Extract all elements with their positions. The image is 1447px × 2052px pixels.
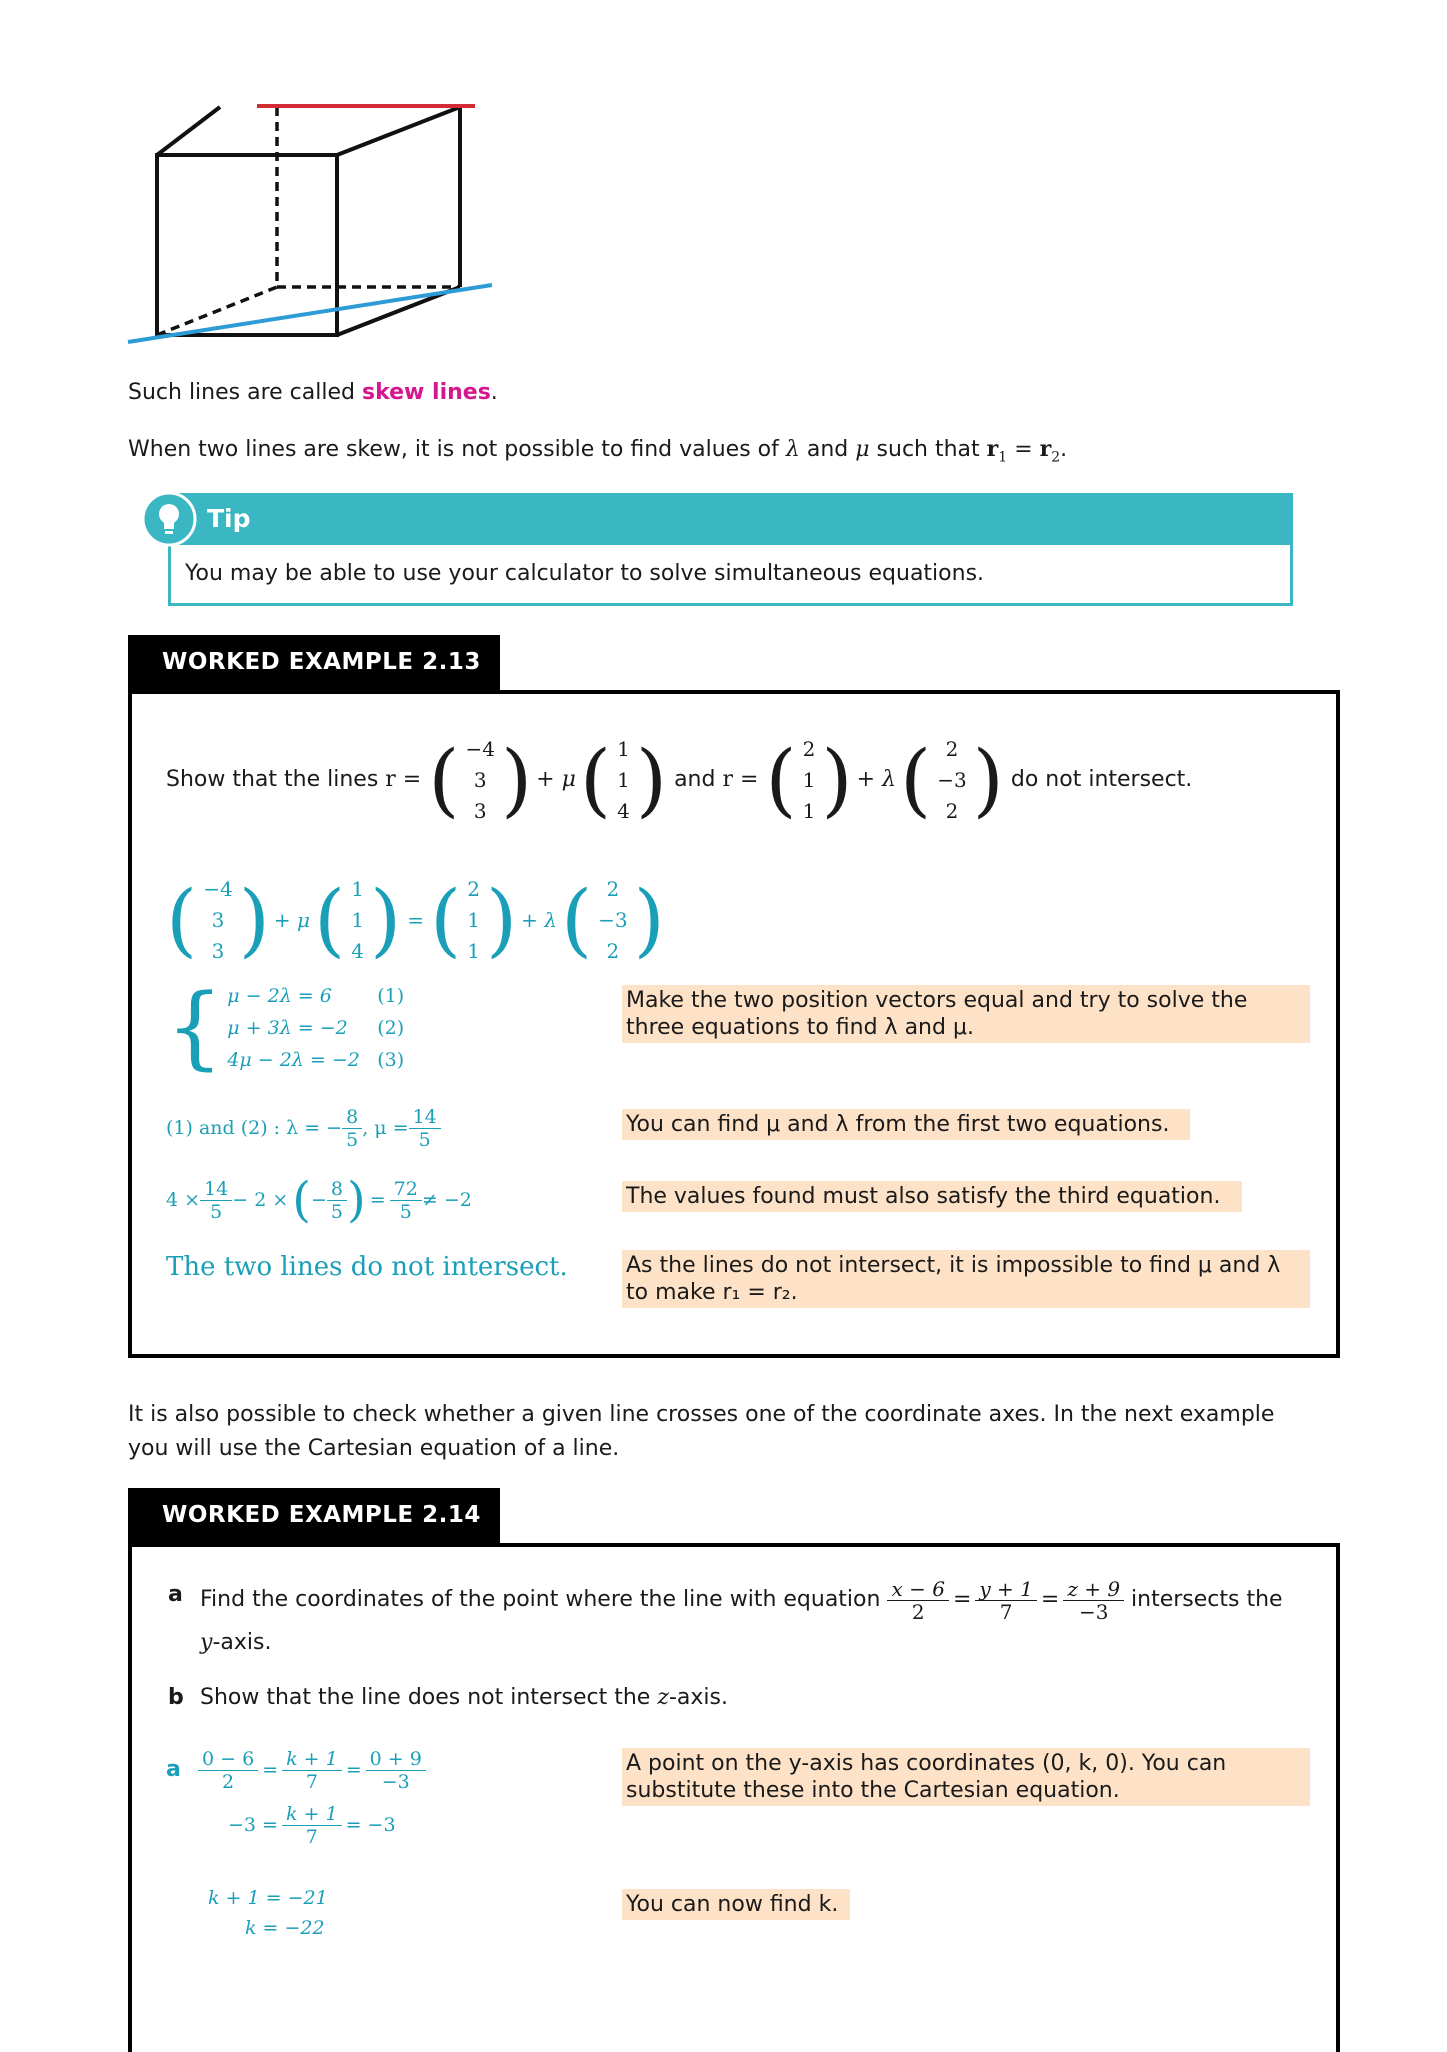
vec-entry: 3 — [473, 767, 487, 792]
equation-3: 4μ − 2λ = −2 — [227, 1049, 360, 1071]
equation-1-tag: (1) — [377, 985, 405, 1007]
result-num: 72 — [390, 1178, 422, 1201]
period: . — [1060, 437, 1068, 462]
vec-entry: 4 — [617, 798, 630, 823]
r1-vector: r — [986, 436, 999, 462]
tip-header — [165, 493, 1293, 545]
tip-box — [165, 493, 1293, 611]
line2-direction-vector: ( 2 −3 2 ) — [899, 733, 1004, 826]
s2-den: 7 — [305, 1825, 318, 1848]
r2-subscript: 2 — [1051, 449, 1061, 466]
z-axis-var: z — [657, 1685, 669, 1710]
s1-b-den: 7 — [305, 1770, 318, 1793]
vec-entry: 1 — [351, 876, 364, 901]
solution-a-step1 — [198, 1740, 426, 1800]
we213-note-1: Make the two position vectors equal and try to solve the three equations to find λ and μ. — [622, 985, 1310, 1043]
solution-a-label: a — [166, 1757, 181, 1782]
x-fraction — [887, 1578, 948, 1623]
we213-question — [166, 730, 1192, 830]
part-b-prefix: Show that the line does not intersect the — [200, 1685, 651, 1710]
check-lambda-den: 5 — [330, 1200, 344, 1223]
result-fraction — [390, 1178, 422, 1223]
mu-num: 14 — [409, 1106, 441, 1129]
skew-suffix: . — [490, 380, 498, 405]
s1-eq1: = — [262, 1759, 279, 1781]
lightbulb-icon — [140, 490, 198, 548]
sol-plus-mu: + μ — [273, 908, 311, 932]
part-a-question-line2 — [200, 1628, 271, 1658]
skew-prefix: Such lines are called — [128, 380, 355, 405]
such-that-text: such that — [876, 437, 980, 462]
vec-entry: 1 — [467, 938, 480, 963]
equation-3-tag: (3) — [377, 1049, 405, 1071]
we213-label: WORKED EXAMPLE 2.13 — [162, 649, 481, 675]
result-den: 5 — [399, 1200, 412, 1223]
we213-check-line: 4 × $\frac{14}{5}$ − 2 × ( − $\frac{8}{5}$ ) = $\frac{72}{5}$ ≠ −2 — [166, 1172, 472, 1228]
part-a-question — [200, 1572, 1283, 1628]
s2-num: k + 1 — [282, 1803, 342, 1826]
equation-2-tag: (2) — [377, 1017, 405, 1039]
s1-a-den: 2 — [222, 1770, 235, 1793]
vec-entry: 1 — [617, 736, 630, 761]
part-b-question — [200, 1683, 728, 1713]
vec-entry: −4 — [465, 736, 495, 761]
sol-equals: = — [407, 908, 424, 932]
solution-a-step4: k = −22 — [245, 1917, 325, 1939]
skew-sentence — [128, 378, 498, 408]
check-mu-num: 14 — [200, 1178, 232, 1201]
skew-term: skew lines — [361, 380, 491, 405]
y-num: y + 1 — [975, 1578, 1037, 1601]
check-eq: = — [369, 1189, 386, 1211]
question-suffix: do not intersect. — [1010, 767, 1193, 792]
we214-note-2: You can now find k. — [622, 1889, 850, 1920]
and-word: and — [674, 767, 716, 792]
check-suffix: ≠ −2 — [421, 1189, 472, 1211]
skew-explanation-text: When two lines are skew, it is not possible to find values of — [128, 437, 779, 462]
line2-point-vector: ( 2 1 1 ) — [765, 733, 853, 826]
line1-point-vector: ( −4 3 3 ) — [428, 733, 533, 826]
equation-1: μ − 2λ = 6 — [227, 985, 332, 1007]
tip-title: Tip — [207, 504, 251, 533]
vec-entry: 3 — [211, 907, 225, 932]
and-word: and — [806, 437, 849, 462]
we214-note-1: A point on the y-axis has coordinates (0, k, 0). You can substitute these into the Cartesian equation. — [622, 1748, 1310, 1806]
mu-fraction — [409, 1106, 441, 1151]
vec-entry: −4 — [203, 876, 233, 901]
vec-entry: 1 — [467, 907, 480, 932]
x-num: x − 6 — [887, 1578, 948, 1601]
s2-right: = −3 — [345, 1814, 396, 1836]
vec-entry: 2 — [467, 876, 480, 901]
sol-line1-dir: ( 1 1 4 ) — [314, 873, 402, 966]
check-mu-den: 5 — [210, 1200, 223, 1223]
we213-vector-equation — [166, 870, 665, 970]
z-num: z + 9 — [1063, 1578, 1124, 1601]
tip-text: You may be able to use your calculator to solve simultaneous equations. — [185, 561, 985, 586]
check-mid: − 2 × — [232, 1189, 289, 1211]
eq2: = — [1040, 1587, 1060, 1612]
we214-label: WORKED EXAMPLE 2.14 — [162, 1502, 481, 1528]
sol-plus-lambda: + λ — [521, 908, 557, 932]
check-lambda-num: 8 — [327, 1178, 347, 1201]
we213-note-3: The values found must also satisfy the third equation. — [622, 1181, 1242, 1212]
s1-b-num: k + 1 — [282, 1748, 342, 1771]
s1-eq2: = — [345, 1759, 362, 1781]
solve-mu-eq: , μ = — [362, 1117, 409, 1139]
equals-sign: = — [1014, 437, 1033, 462]
vec-entry: 1 — [351, 907, 364, 932]
sol-line2-point: ( 2 1 1 ) — [429, 873, 518, 966]
we213-note-4: As the lines do not intersect, it is impossible to find μ and λ to make r₁ = r₂. — [622, 1250, 1310, 1308]
s1-frac-b — [282, 1748, 342, 1793]
skew-explanation — [128, 434, 1067, 472]
plus-lambda: + λ — [856, 767, 896, 792]
check-prefix: 4 × — [166, 1189, 201, 1211]
x-den: 2 — [911, 1599, 925, 1624]
worked-example-2-13-tab — [128, 635, 500, 690]
z-fraction — [1063, 1578, 1124, 1623]
skew-lines-cube-diagram — [120, 95, 500, 355]
line1-direction-vector: ( 1 1 4 ) — [579, 733, 668, 826]
sol-line1-point: ( −4 3 3 ) — [166, 873, 270, 966]
solve-lambda-eq: = − — [304, 1117, 343, 1139]
r-equals-2: r = — [722, 767, 759, 792]
worked-example-2-14-tab — [128, 1488, 500, 1543]
s1-frac-a — [198, 1748, 258, 1793]
vec-entry: 2 — [606, 938, 620, 963]
vec-entry: 4 — [351, 938, 364, 963]
s1-a-num: 0 − 6 — [198, 1748, 258, 1771]
vec-entry: 2 — [945, 798, 959, 823]
lambda-num: 8 — [342, 1106, 362, 1129]
vec-entry: 1 — [802, 798, 816, 823]
part-a-axis-suffix: -axis. — [212, 1630, 272, 1655]
part-a-label: a — [168, 1582, 183, 1607]
lambda-symbol: λ — [785, 437, 800, 462]
r1-subscript: 1 — [998, 449, 1008, 466]
we213-equation-system: { μ − 2λ = 6 (1) μ + 3λ = −2 (2) 4μ − 2λ = −2 (3) — [166, 980, 417, 1076]
check-mu-fraction — [200, 1178, 232, 1223]
s1-frac-c — [366, 1748, 426, 1793]
lambda-fraction — [342, 1106, 362, 1151]
s2-frac — [282, 1803, 342, 1848]
solution-a-step2 — [228, 1795, 396, 1855]
y-den: 7 — [999, 1599, 1013, 1624]
mu-symbol: μ — [855, 437, 870, 462]
solution-a-step3: k + 1 = −21 — [208, 1887, 328, 1909]
vec-entry: 1 — [802, 767, 816, 792]
mu-den: 5 — [418, 1128, 431, 1151]
y-fraction — [975, 1578, 1037, 1623]
vec-entry: −3 — [598, 907, 628, 932]
vec-entry: 3 — [473, 798, 487, 823]
part-b-label: b — [168, 1685, 184, 1710]
plus-mu: + μ — [536, 767, 576, 792]
vec-entry: 2 — [945, 736, 959, 761]
part-a-suffix: intersects the — [1131, 1587, 1283, 1612]
part-b-axis-suffix: -axis. — [668, 1685, 728, 1710]
equation-2: μ + 3λ = −2 — [227, 1017, 348, 1039]
y-axis-var: y — [200, 1630, 213, 1655]
vec-entry: 2 — [606, 876, 620, 901]
r-equals: r = — [385, 767, 422, 792]
z-den: −3 — [1078, 1599, 1109, 1624]
cube-front-face — [157, 155, 337, 335]
we213-solve-line — [166, 1098, 441, 1158]
s1-c-den: −3 — [381, 1770, 410, 1793]
s2-left: −3 = — [228, 1814, 278, 1836]
r2-vector: r — [1039, 436, 1052, 462]
vec-entry: 2 — [802, 736, 816, 761]
lambda-den: 5 — [346, 1128, 359, 1151]
we213-conclusion: The two lines do not intersect. — [166, 1252, 568, 1282]
we213-note-2: You can find μ and λ from the first two equations. — [622, 1109, 1190, 1140]
solve-prefix: (1) and (2) : λ — [166, 1117, 299, 1139]
bridge-paragraph: It is also possible to check whether a given line crosses one of the coordinate axes. In the next example you will use the Cartesian equation of a line. — [128, 1402, 1275, 1461]
question-prefix: Show that the lines — [166, 767, 379, 792]
vec-entry: 1 — [617, 767, 630, 792]
eq1: = — [952, 1587, 972, 1612]
s1-c-num: 0 + 9 — [366, 1748, 426, 1771]
check-lambda-fraction — [327, 1178, 347, 1223]
check-neg: − — [311, 1189, 327, 1211]
vec-entry: 3 — [211, 938, 225, 963]
sol-line2-dir: ( 2 −3 2 ) — [560, 873, 665, 966]
part-a-prefix: Find the coordinates of the point where the line with equation — [200, 1587, 881, 1612]
vec-entry: −3 — [937, 767, 967, 792]
